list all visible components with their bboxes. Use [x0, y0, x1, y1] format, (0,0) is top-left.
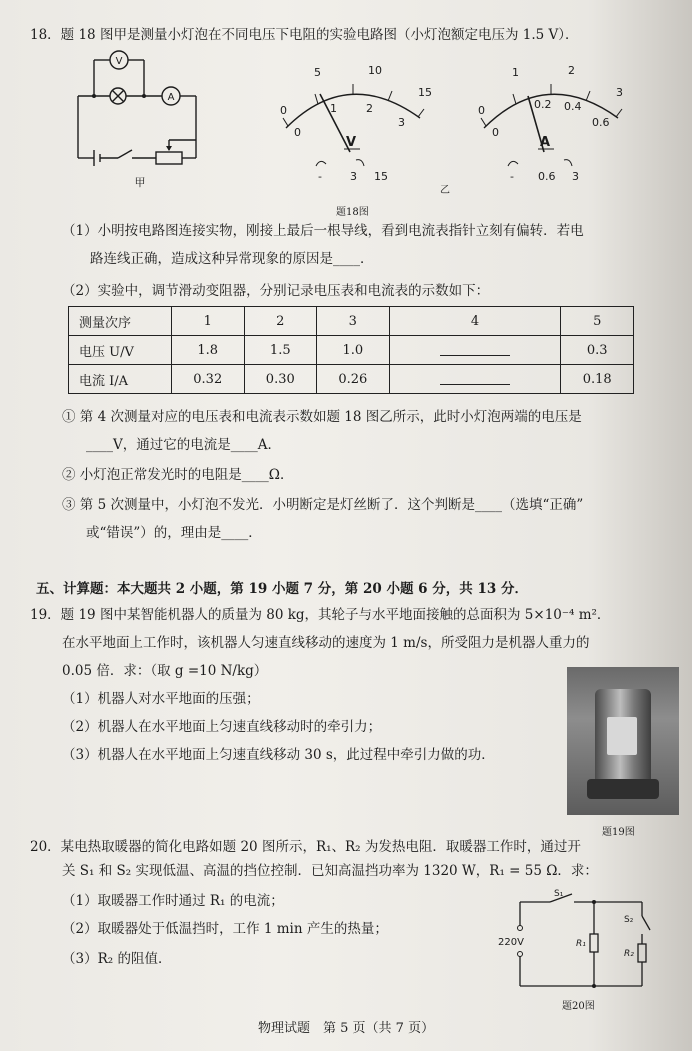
a-top-0: 0: [478, 104, 485, 117]
fig-label-yi: 乙: [440, 185, 450, 196]
table-cell: 5: [561, 307, 634, 336]
q18-c3-line2: 或“错误”）的，理由是____．: [86, 525, 262, 541]
a-top-3: 3: [616, 86, 623, 99]
switch-s2-label: S₂: [624, 915, 634, 925]
a-terminal-minus: -: [510, 170, 514, 183]
v-top-0: 0: [280, 104, 287, 117]
fig19-caption: 题19图: [602, 827, 635, 838]
a-symbol: A: [540, 135, 551, 150]
robot-base: [587, 779, 659, 799]
table-cell: 4: [389, 307, 561, 336]
fig20-caption: 题20图: [562, 1001, 595, 1012]
v-bottom-1: 1: [330, 102, 337, 115]
answer-blank: [440, 341, 510, 356]
v-symbol: V: [346, 135, 357, 150]
source-voltage: 220V: [498, 937, 524, 948]
q20-line1: 20．某电热取暖器的简化电路如题 20 图所示，R₁、R₂ 为发热电阻．取暖器工作时，通过开: [30, 839, 581, 855]
table-cell: 2: [244, 307, 317, 336]
robot-photo: [567, 667, 679, 815]
answer-blank: [440, 370, 510, 385]
table-row: [69, 307, 634, 336]
table-cell: 0.32: [172, 365, 245, 394]
fig18-caption: 题18图: [336, 207, 369, 218]
v-bottom-2: 2: [366, 102, 373, 115]
q19-sub1: （1）机器人对水平地面的压强；: [62, 691, 260, 707]
table-cell: 1: [172, 307, 245, 336]
q19-line1: 19．题 19 图中某智能机器人的质量为 80 kg，其轮子与水平地面接触的总面积为 5×10⁻⁴ m²．: [30, 607, 611, 623]
r2-label: R₂: [624, 949, 634, 959]
q19-sub2: （2）机器人在水平地面上匀速直线移动时的牵引力；: [62, 719, 382, 735]
q20-sub3: （3）R₂ 的阻值．: [62, 951, 172, 967]
table-cell: 1.8: [172, 336, 245, 365]
a-bottom-0.4: 0.4: [564, 100, 582, 113]
q19-line2: 在水平地面上工作时，该机器人匀速直线移动的速度为 1 m/s，所受阻力是机器人重力的: [62, 635, 590, 651]
circuit-ammeter-symbol: A: [167, 92, 175, 103]
circuit-diagram-jia: [70, 46, 220, 196]
a-terminal-0.6: 0.6: [538, 170, 556, 183]
v-terminal-15: 15: [374, 170, 388, 183]
a-bottom-0.2: 0.2: [534, 98, 552, 111]
v-top-5: 5: [314, 66, 321, 79]
ammeter-dial: [456, 56, 636, 188]
a-top-1: 1: [512, 66, 519, 79]
table-cell: 测量次序: [69, 307, 172, 336]
table-cell: 3: [317, 307, 390, 336]
fig-label-jia: 甲: [134, 176, 146, 189]
q18-c2: ② 小灯泡正常发光时的电阻是____Ω．: [62, 467, 294, 483]
section-5-heading: 五、计算题：本大题共 2 小题，第 19 小题 7 分，第 20 小题 6 分，共 13 分．: [36, 581, 528, 597]
table-cell: 电流 I/A: [69, 365, 172, 394]
heater-circuit: [496, 884, 656, 996]
q20-line2: 关 S₁ 和 S₂ 实现低温、高温的挡位控制．已知高温挡功率为 1320 W，R₁ = 55 Ω．求：: [62, 863, 598, 879]
measurement-table: [68, 306, 634, 394]
q19-line3: 0.05 倍．求：（取 g =10 N/kg）: [62, 663, 268, 679]
table-row: [69, 365, 634, 394]
voltmeter-dial: [258, 56, 438, 188]
q18-p1-line1: （1）小明按电路图连接实物，刚接上最后一根导线，看到电流表指针立刻有偏转．若电: [62, 223, 584, 239]
a-top-2: 2: [568, 64, 575, 77]
a-terminal-3: 3: [572, 170, 579, 183]
v-terminal-3: 3: [350, 170, 357, 183]
v-terminal-minus: -: [318, 170, 322, 183]
q18-c1-line1: ① 第 4 次测量对应的电压表和电流表示数如题 18 图乙所示，此时小灯泡两端的电压是: [62, 409, 582, 425]
q18-c3-line1: ③ 第 5 次测量中，小灯泡不发光．小明断定是灯丝断了．这个判断是____（选填“正确”: [62, 497, 584, 513]
r1-label: R₁: [576, 939, 586, 949]
q18-c1-line2: ____V，通过它的电流是____A．: [86, 437, 281, 453]
v-bottom-3: 3: [398, 116, 405, 129]
v-bottom-0: 0: [294, 126, 301, 139]
v-top-15: 15: [418, 86, 432, 99]
table-cell-blank: [389, 336, 561, 365]
q18-p1-line2: 路连线正确，造成这种异常现象的原因是____．: [90, 251, 374, 267]
a-bottom-0: 0: [492, 126, 499, 139]
q18-p2-line1: （2）实验中，调节滑动变阻器，分别记录电压表和电流表的示数如下：: [62, 283, 490, 299]
page-footer: 物理试题 第 5 页（共 7 页）: [258, 1021, 435, 1036]
robot-screen: [607, 717, 637, 755]
table-cell: 0.18: [561, 365, 634, 394]
switch-s1-label: S₁: [554, 889, 564, 899]
table-row: [69, 336, 634, 365]
q20-sub2: （2）取暖器处于低温挡时，工作 1 min 产生的热量；: [62, 921, 388, 937]
table-cell: 0.30: [244, 365, 317, 394]
q19-sub3: （3）机器人在水平地面上匀速直线移动 30 s，此过程中牵引力做的功．: [62, 747, 495, 763]
table-cell: 电压 U/V: [69, 336, 172, 365]
table-cell-blank: [389, 365, 561, 394]
table-cell: 1.0: [317, 336, 390, 365]
v-top-10: 10: [368, 64, 382, 77]
table-cell: 0.26: [317, 365, 390, 394]
q18-stem: 18．题 18 图甲是测量小灯泡在不同电压下电阻的实验电路图（小灯泡额定电压为 1.5 V）．: [30, 27, 579, 43]
table-cell: 0.3: [561, 336, 634, 365]
table-cell: 1.5: [244, 336, 317, 365]
q20-sub1: （1）取暖器工作时通过 R₁ 的电流；: [62, 893, 284, 909]
circuit-voltmeter-symbol: V: [115, 56, 123, 67]
a-bottom-0.6: 0.6: [592, 116, 610, 129]
